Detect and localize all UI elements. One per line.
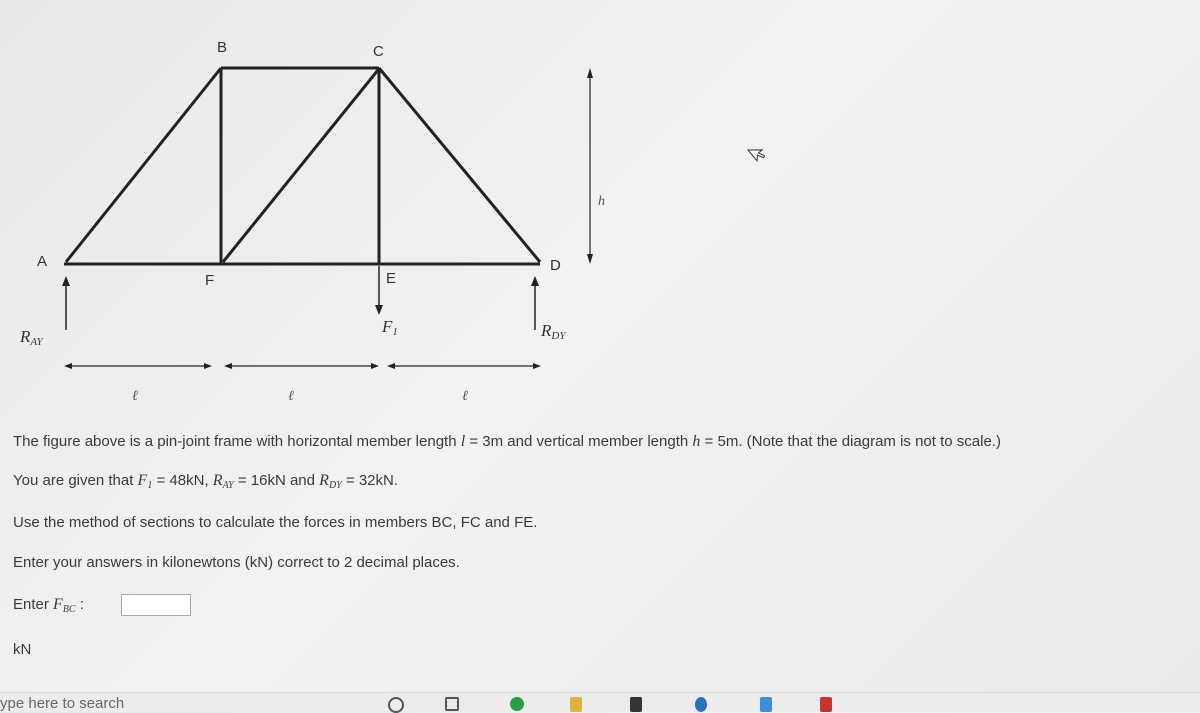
f1-subscript: 1 [147,480,153,491]
file-explorer-icon[interactable] [570,697,582,712]
length-symbol-2: ℓ [288,389,294,404]
rdy-subscript: DY [328,480,342,491]
line2-text-c: = 16kN and [233,472,320,489]
fbc-subscript: BC [62,604,76,615]
f1-symbol: F [137,472,148,489]
joint-label-e: E [386,270,397,287]
member-cd [379,68,540,262]
height-dimension [587,68,593,264]
reaction-ray-arrow [62,276,70,330]
joint-label-d: D [550,257,561,274]
line2-text-b: = 48kN, [152,472,213,489]
ray-label: RAY [20,327,43,348]
load-f1-arrow [375,266,383,315]
joint-label-b: B [217,39,228,56]
unit-label: kN [13,641,32,658]
l-symbol: l [460,433,466,450]
edge-icon[interactable] [695,697,707,712]
length-dimensions [64,363,541,369]
teams-icon[interactable] [760,697,772,712]
line1-text-a: The figure above is a pin-joint frame with horizontal member length [13,433,461,450]
rdy-label: RDY [541,321,566,342]
joint-label-c: C [373,43,384,60]
length-symbol-3: ℓ [462,389,468,404]
instruction-method: Use the method of sections to calculate the forces in members BC, FC and FE. [13,514,538,531]
member-ab [66,68,221,262]
h-symbol: h [692,433,701,450]
truss-members [64,68,540,264]
enter-fbc-label [13,596,84,615]
joint-label-a: A [37,253,48,270]
given-values [13,472,398,491]
f1-label: F1 [382,317,398,338]
chrome-icon[interactable] [510,697,524,711]
reaction-rdy-arrow [531,276,539,330]
height-symbol: h [598,194,605,209]
line2-text-a: You are given that [13,472,138,489]
enter-text: Enter [13,596,54,613]
fbc-symbol: F [53,596,63,613]
fbc-answer-input[interactable] [121,594,191,616]
line2-text-d: = 32kN. [341,472,399,489]
colon-text: : [75,596,84,613]
line1-text-b: = 3m and vertical member length [465,433,693,450]
joint-label-f: F [205,272,215,289]
gmail-icon[interactable] [820,697,832,712]
ray-subscript: AY [222,480,234,491]
line1-text-c: = 5m. (Note that the diagram is not to scale.) [700,433,1001,450]
store-icon[interactable] [630,697,642,712]
ray-symbol: R [212,472,223,489]
task-view-icon[interactable] [445,697,459,711]
taskbar [0,692,1200,712]
problem-statement [13,433,1001,451]
mouse-cursor-icon [748,143,767,162]
instruction-format: Enter your answers in kilonewtons (kN) correct to 2 decimal places. [13,554,460,571]
member-fc [223,70,378,262]
rdy-symbol: R [319,472,329,489]
taskbar-search-box[interactable]: ype here to search [0,695,125,712]
length-symbol-1: ℓ [132,389,138,404]
